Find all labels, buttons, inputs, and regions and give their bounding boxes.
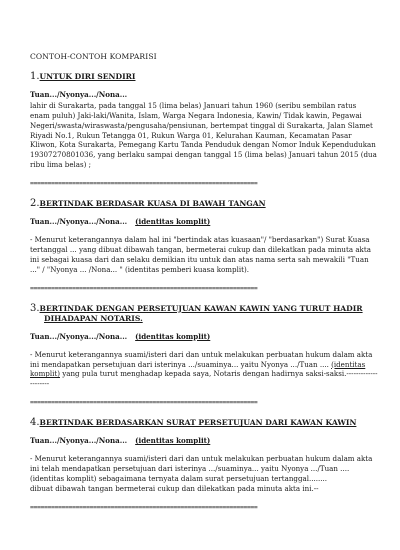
section-2 [30, 199, 378, 275]
salutation-text: Tuan.../Nyonya.../Nona... [30, 217, 128, 227]
section-body [30, 454, 378, 484]
section-number: 2. [30, 198, 40, 210]
salutation-text: Tuan.../Nyonya.../Nona... [30, 436, 128, 446]
salutation-text: Tuan.../Nyonya.../Nona... [30, 89, 128, 99]
section-body: - Menurut keterangannya dalam hal ini "bertindak atas kuasaan"/ "berdasarkan") Surat Kuasa tertanggal ... yang dibuat dibawah tangan, bermeterai cukup dan dilekatkan pada minuta akta ini sebagai kuasa dari dan selaku demikian itu untuk dan atas nama serta sah mewakili "Tuan ..." / "Nyonya ... /Nona... " (identitas pemberi kuasa komplit). [30, 235, 371, 274]
section-body: lahir di Surakarta, pada tanggal 15 (lima belas) Januari tahun 1960 (seribu sembilan ratus enam puluh) Jaki-laki/Wanita, Islam, Warga Negara Indonesia, Kawin/ Tidak kawin, Pegawai Negeri/swasta/wiraswasta/pengusaha/pensiunan, bertempat tinggal di Surakarta, Jalan Slamet Riyadi No.1, Rukun Tetangga 01, Rukun Warga 01, Kelurahan Kauman, Kecamatan Pasar Kliwon, Kota Surakarta, Pemegang Kartu Tanda Penduduk dengan Nomor Induk Kependudukan 19307270801036, yang berlaku sampai dengan tanggal 15 (lima belas) Januari tahun 2015 (dua ribu lima belas) ; [30, 100, 377, 170]
body-text: - Menurut keterangannya suami/isteri dari dan untuk melakukan perbuatan hukum dalam akta ini telah mendapatkan persetujuan dari isterinya .../suaminya... yaitu Nyonya .../Tuan .... [30, 454, 373, 474]
document-title: CONTOH-CONTOH KOMPARISI [30, 52, 157, 61]
section-4 [30, 418, 378, 494]
identity-inline: (identitas komplit) [30, 359, 366, 379]
salutation [30, 332, 378, 342]
separator-line: ================================================================= [30, 398, 258, 407]
section-heading [30, 72, 378, 82]
section-number: 1. [30, 70, 40, 82]
section-title: BERTINDAK DENGAN PERSETUJUAN KAWAN KAWIN YANG TURUT HADIR [39, 303, 363, 313]
identity-inline: (identitas komplit) [30, 473, 97, 483]
separator-line: ================================================================= [30, 283, 258, 292]
section-body-extra: dibuat dibawah tangan bermeterai cukup dan dilekatkan pada minuta akta ini.-- [30, 483, 319, 493]
identity-note: (identitas komplit) [135, 436, 211, 446]
identity-note: (identitas komplit) [135, 217, 211, 227]
salutation-text: Tuan.../Nyonya.../Nona... [30, 331, 128, 341]
salutation [30, 217, 378, 227]
section-title: BERTINDAK BERDASAR KUASA DI BAWAH TANGAN [39, 199, 266, 209]
section-heading [30, 418, 378, 428]
body-text: - Menurut keterangannya suami/isteri dari dan untuk melakukan perbuatan hukum dalam akta ini mendapatkan persetujuan dari isterinya .../suaminya... yaitu Nyonya .../Tuan .... [30, 349, 373, 369]
section-title-line-2: DIHADAPAN NOTARIS. [44, 313, 143, 323]
body-text-end: yang pula turut menghadap kepada saya, Notaris dengan hadirnya saksi-saksi.--------------------- [30, 369, 378, 389]
salutation [30, 90, 378, 100]
section-number: 4. [30, 417, 40, 429]
section-number: 3. [30, 302, 40, 314]
body-text-end: sebagaimana ternyata dalam surat persetujuan tertanggal........ [96, 473, 328, 483]
section-title: UNTUK DIRI SENDIRI [39, 71, 136, 81]
separator-line: ================================================================= [30, 502, 258, 511]
section-heading [30, 199, 378, 209]
identity-note: (identitas komplit) [135, 331, 211, 341]
section-body [30, 350, 378, 390]
separator-line: ================================================================= [30, 179, 258, 188]
section-title: BERTINDAK BERDASARKAN SURAT PERSETUJUAN DARI KAWAN KAWIN [39, 418, 357, 428]
document-content [30, 52, 378, 523]
section-3 [30, 304, 378, 390]
section-heading [30, 304, 378, 324]
section-1 [30, 72, 378, 170]
salutation [30, 436, 378, 446]
